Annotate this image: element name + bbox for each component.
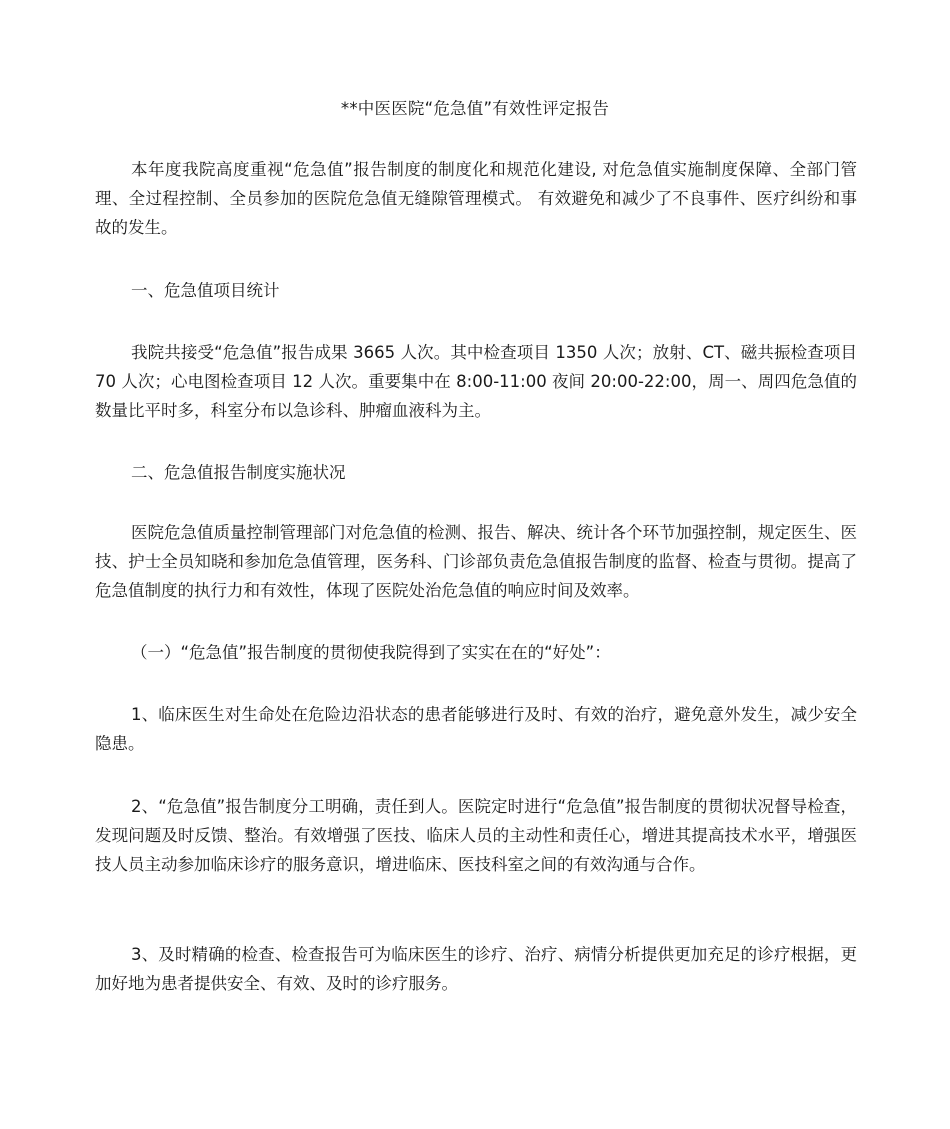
section1-heading: 一、危急值项目统计 bbox=[131, 281, 280, 300]
document-title: **中医医院“危急值”有效性评定报告 bbox=[340, 99, 610, 118]
list-item-2: 2、“危急值”报告制度分工明确，责任到人。医院定时进行“危急值”报告制度的贯彻状况督导检查，发现问题及时反馈、整治。有效增强了医技、临床人员的主动性和责任心，增进其提高技术水平，增强医技人员主动参加临床诊疗的服务意识，增进临床、医技科室之间的有效沟通与合作。 bbox=[95, 797, 857, 874]
section2-heading: 二、危急值报告制度实施状况 bbox=[131, 463, 346, 482]
section2-paragraph: 医院危急值质量控制管理部门对危急值的检测、报告、解决、统计各个环节加强控制，规定医生、医技、护士全员知晓和参加危急值管理，医务科、门诊部负责危急值报告制度的监督、检查与贯彻。提高了危急值制度的执行力和有效性，体现了医院处治危急值的响应时间及效率。 bbox=[95, 523, 857, 600]
subsection1-heading: （一）“危急值”报告制度的贯彻使我院得到了实实在在的“好处”： bbox=[131, 643, 611, 662]
list-item-3: 3、及时精确的检查、检查报告可为临床医生的诊疗、治疗、病情分析提供更加充足的诊疗根据，更加好地为患者提供安全、有效、及时的诊疗服务。 bbox=[95, 945, 857, 993]
section1-paragraph: 我院共接受“危急值”报告成果 3665 人次。其中检查项目 1350 人次；放射、CT、磁共振检查项目 70 人次；心电图检查项目 12 人次。重要集中在 8:00-11:00 夜间 20:00-22:00，周一、周四危急值的数量比平时多，科室分布以急诊科、肿瘤血液科为主。 bbox=[95, 343, 857, 420]
intro-paragraph: 本年度我院高度重视“危急值”报告制度的制度化和规范化建设, 对危急值实施制度保障、全部门管理、全过程控制、全员参加的医院危急值无缝隙管理模式。 有效避免和减少了不良事件、医疗纠纷和事故的发生。 bbox=[95, 160, 857, 237]
list-item-1: 1、临床医生对生命处在危险边沿状态的患者能够进行及时、有效的治疗，避免意外发生，减少安全隐患。 bbox=[95, 705, 857, 753]
